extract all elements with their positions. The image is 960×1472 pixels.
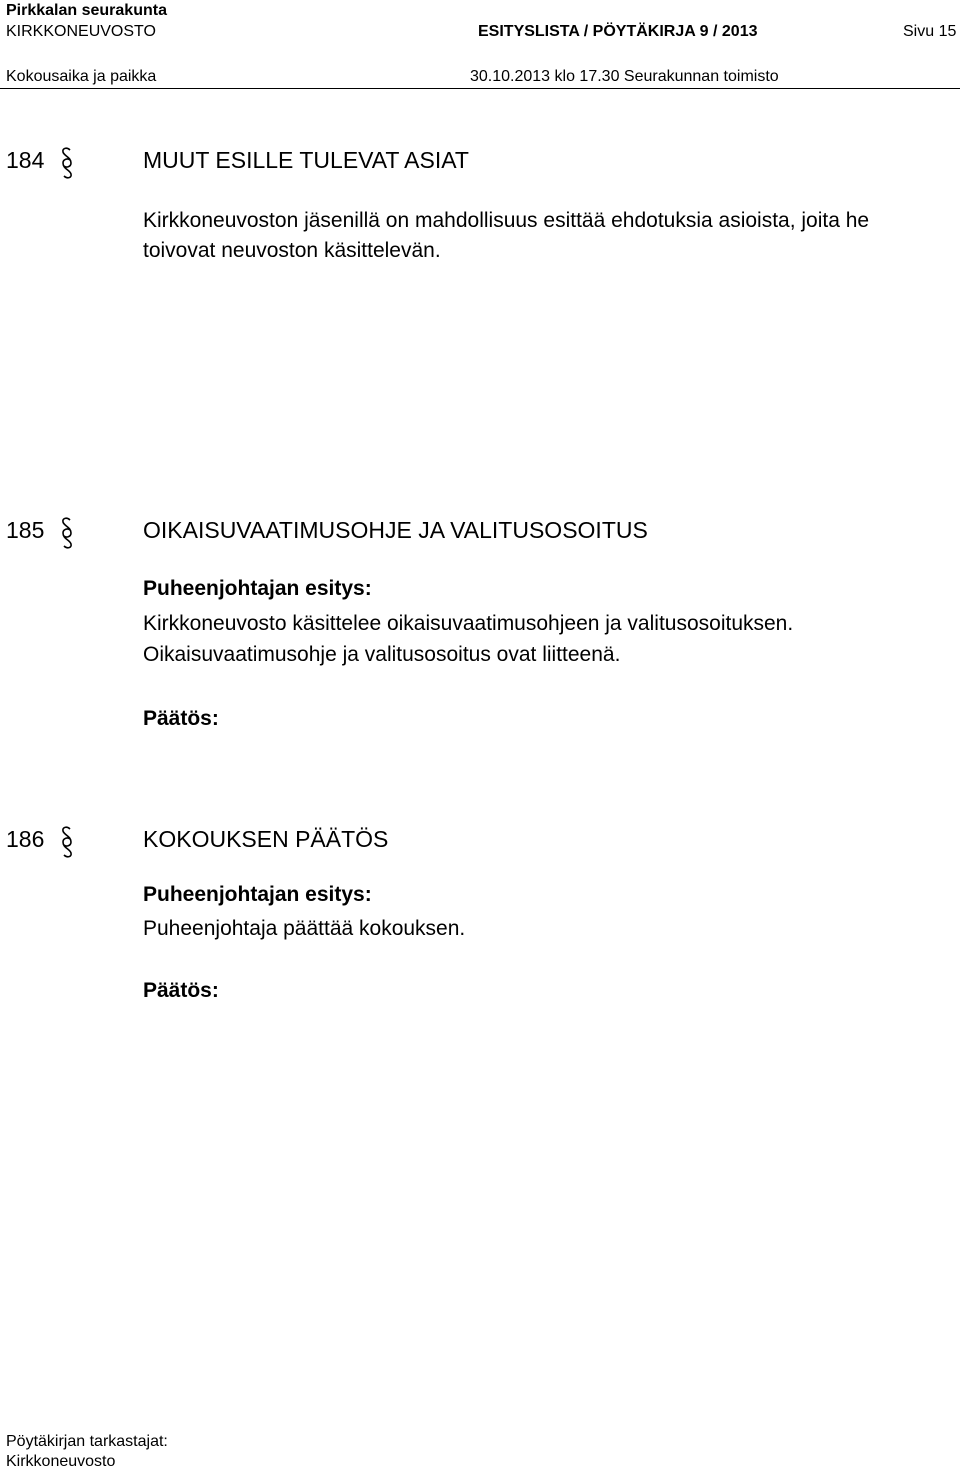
- section-number: 186: [6, 826, 45, 852]
- section-title: MUUT ESILLE TULEVAT ASIAT: [143, 147, 469, 173]
- body-line: Oikaisuvaatimusohje ja valitusosoitus ovat liitteenä.: [143, 643, 621, 666]
- section-title: KOKOUKSEN PÄÄTÖS: [143, 826, 389, 852]
- section-sign-icon: [60, 516, 74, 550]
- body-line: toivovat neuvoston käsittelevän.: [143, 239, 441, 262]
- body-line: Kirkkoneuvoston jäsenillä on mahdollisuus esittää ehdotuksia asioista, joita he: [143, 209, 870, 232]
- organization-name: Pirkkalan seurakunta: [6, 2, 167, 19]
- section-number: 185: [6, 517, 45, 543]
- body-line: Puheenjohtaja päättää kokouksen.: [143, 917, 466, 940]
- proposal-label: Puheenjohtajan esitys:: [143, 577, 372, 600]
- section-sign-icon: [60, 825, 74, 859]
- footer-reviewers-label: Pöytäkirjan tarkastajat:: [6, 1433, 168, 1450]
- section-sign-icon: [60, 146, 74, 180]
- proposal-label: Puheenjohtajan esitys:: [143, 883, 372, 906]
- decision-label: Päätös:: [143, 979, 219, 1002]
- body-line: Kirkkoneuvosto käsittelee oikaisuvaatimusohjeen ja valitusosoituksen.: [143, 612, 794, 635]
- governing-body: KIRKKONEUVOSTO: [6, 23, 156, 40]
- page-number: Sivu 15: [903, 23, 957, 40]
- section-number: 184: [6, 147, 45, 173]
- meeting-value: 30.10.2013 klo 17.30 Seurakunnan toimisto: [470, 68, 779, 85]
- section-title: OIKAISUVAATIMUSOHJE JA VALITUSOSOITUS: [143, 517, 648, 543]
- header-divider: [0, 88, 960, 89]
- meeting-label: Kokousaika ja paikka: [6, 68, 157, 85]
- footer-body-name: Kirkkoneuvosto: [6, 1453, 116, 1470]
- document-title: ESITYSLISTA / PÖYTÄKIRJA 9 / 2013: [478, 23, 758, 40]
- decision-label: Päätös:: [143, 707, 219, 730]
